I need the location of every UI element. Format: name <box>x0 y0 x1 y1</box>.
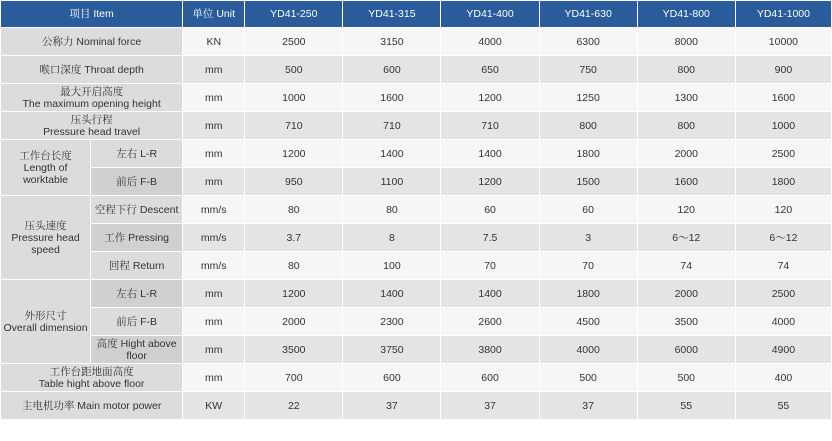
sub-label: 回程 Return <box>91 252 183 280</box>
unit-cell: mm/s <box>183 252 245 280</box>
value-cell: 1800 <box>735 168 831 196</box>
value-cell: 500 <box>539 364 637 392</box>
table-row <box>1 364 832 392</box>
value-cell: 2500 <box>735 140 831 168</box>
header-model: YD41-400 <box>441 1 539 28</box>
row-label: 喉口深度 Throat depth <box>1 56 183 84</box>
value-cell: 2000 <box>245 308 343 336</box>
group-label <box>1 196 91 280</box>
value-cell: 55 <box>735 392 831 420</box>
value-cell: 600 <box>441 364 539 392</box>
value-cell: 3 <box>539 224 637 252</box>
value-cell: 1000 <box>735 112 831 140</box>
value-cell: 100 <box>343 252 441 280</box>
table-row <box>1 392 832 420</box>
value-cell: 1400 <box>343 140 441 168</box>
value-cell: 710 <box>441 112 539 140</box>
value-cell: 1000 <box>245 84 343 112</box>
value-cell: 1200 <box>245 280 343 308</box>
row-label-cn: 最大开启高度 <box>60 85 124 98</box>
sub-label: 左右 L-R <box>91 140 183 168</box>
row-label <box>1 364 183 392</box>
value-cell: 1300 <box>637 84 735 112</box>
value-cell: 55 <box>637 392 735 420</box>
value-cell: 800 <box>539 112 637 140</box>
group-label-en: worktable <box>23 173 69 186</box>
table-row <box>1 224 832 252</box>
value-cell: 3500 <box>245 336 343 364</box>
value-cell: 22 <box>245 392 343 420</box>
table-row <box>1 168 832 196</box>
header-model: YD41-800 <box>637 1 735 28</box>
row-label <box>1 112 183 140</box>
table-row <box>1 56 832 84</box>
value-cell: 710 <box>343 112 441 140</box>
value-cell: 8 <box>343 224 441 252</box>
value-cell: 1200 <box>441 84 539 112</box>
unit-cell: mm <box>183 280 245 308</box>
table-row <box>1 28 832 56</box>
value-cell: 1250 <box>539 84 637 112</box>
table-row <box>1 336 832 364</box>
value-cell: 2500 <box>735 280 831 308</box>
row-label-en: Table hight above floor <box>38 377 145 390</box>
value-cell: 3500 <box>637 308 735 336</box>
value-cell: 8000 <box>637 28 735 56</box>
group-label-cn: 外形尺寸 <box>24 309 67 322</box>
header-item: 项目 Item <box>1 1 183 28</box>
value-cell: 800 <box>637 56 735 84</box>
value-cell: 3800 <box>441 336 539 364</box>
group-label-en: Pressure head <box>11 231 80 244</box>
unit-cell: mm <box>183 140 245 168</box>
value-cell: 1800 <box>539 140 637 168</box>
value-cell: 60 <box>539 196 637 224</box>
value-cell: 650 <box>441 56 539 84</box>
value-cell: 60 <box>441 196 539 224</box>
row-label-en: The maximum opening height <box>22 97 161 110</box>
group-label-en: Length of <box>23 161 68 174</box>
value-cell: 4900 <box>735 336 831 364</box>
sub-label: 左右 L-R <box>91 280 183 308</box>
group-label-en: Overall dimension <box>3 321 88 334</box>
value-cell: 1600 <box>735 84 831 112</box>
sub-label: 前后 F-B <box>91 168 183 196</box>
row-label: 公称力 Nominal force <box>1 28 183 56</box>
value-cell: 4000 <box>539 336 637 364</box>
value-cell: 1100 <box>343 168 441 196</box>
value-cell: 6～12 <box>735 224 831 252</box>
value-cell: 3.7 <box>245 224 343 252</box>
header-model: YD41-315 <box>343 1 441 28</box>
unit-cell: mm <box>183 308 245 336</box>
value-cell: 1600 <box>343 84 441 112</box>
value-cell: 400 <box>735 364 831 392</box>
value-cell: 1400 <box>343 280 441 308</box>
header-model: YD41-250 <box>245 1 343 28</box>
value-cell: 2500 <box>245 28 343 56</box>
row-label-cn: 压头行程 <box>70 113 113 126</box>
value-cell: 37 <box>343 392 441 420</box>
value-cell: 1200 <box>245 140 343 168</box>
unit-cell: KW <box>183 392 245 420</box>
header-unit: 单位 Unit <box>183 1 245 28</box>
value-cell: 7.5 <box>441 224 539 252</box>
value-cell: 120 <box>735 196 831 224</box>
unit-cell: mm <box>183 364 245 392</box>
sub-label <box>91 336 183 364</box>
value-cell: 80 <box>245 252 343 280</box>
value-cell: 6000 <box>637 336 735 364</box>
value-cell: 710 <box>245 112 343 140</box>
value-cell: 500 <box>637 364 735 392</box>
value-cell: 70 <box>539 252 637 280</box>
group-label <box>1 140 91 196</box>
group-label-en: speed <box>31 243 60 256</box>
value-cell: 4000 <box>441 28 539 56</box>
header-model: YD41-630 <box>539 1 637 28</box>
value-cell: 2000 <box>637 280 735 308</box>
sub-label-line: 高度 Hight above <box>96 337 177 350</box>
unit-cell: mm/s <box>183 196 245 224</box>
group-label-cn: 压头速度 <box>24 219 67 232</box>
value-cell: 1600 <box>637 168 735 196</box>
value-cell: 1800 <box>539 280 637 308</box>
value-cell: 120 <box>637 196 735 224</box>
row-label <box>1 84 183 112</box>
value-cell: 80 <box>343 196 441 224</box>
value-cell: 80 <box>245 196 343 224</box>
header-model: YD41-1000 <box>735 1 831 28</box>
value-cell: 1400 <box>441 280 539 308</box>
sub-label: 工作 Pressing <box>91 224 183 252</box>
row-label-cn: 工作台距地面高度 <box>49 365 134 378</box>
table-row <box>1 280 832 308</box>
table-header <box>1 1 832 28</box>
unit-cell: mm <box>183 112 245 140</box>
value-cell: 500 <box>245 56 343 84</box>
value-cell: 2300 <box>343 308 441 336</box>
value-cell: 6300 <box>539 28 637 56</box>
unit-cell: mm <box>183 56 245 84</box>
value-cell: 750 <box>539 56 637 84</box>
table-row <box>1 308 832 336</box>
value-cell: 950 <box>245 168 343 196</box>
value-cell: 2000 <box>637 140 735 168</box>
value-cell: 3750 <box>343 336 441 364</box>
value-cell: 10000 <box>735 28 831 56</box>
row-label-en: Pressure head travel <box>43 125 141 138</box>
unit-cell: mm/s <box>183 224 245 252</box>
table-row <box>1 84 832 112</box>
value-cell: 3150 <box>343 28 441 56</box>
value-cell: 800 <box>637 112 735 140</box>
sub-label: 前后 F-B <box>91 308 183 336</box>
value-cell: 6～12 <box>637 224 735 252</box>
unit-cell: mm <box>183 84 245 112</box>
value-cell: 600 <box>343 364 441 392</box>
sub-label-line: floor <box>126 349 147 362</box>
table-row <box>1 112 832 140</box>
table-row <box>1 196 832 224</box>
value-cell: 74 <box>735 252 831 280</box>
table-row <box>1 140 832 168</box>
unit-cell: mm <box>183 168 245 196</box>
value-cell: 37 <box>539 392 637 420</box>
sub-label: 空程下行 Descent <box>91 196 183 224</box>
group-label-cn: 工作台长度 <box>19 149 72 162</box>
row-label: 主电机功率 Main motor power <box>1 392 183 420</box>
value-cell: 1500 <box>539 168 637 196</box>
table-row <box>1 252 832 280</box>
value-cell: 4500 <box>539 308 637 336</box>
value-cell: 74 <box>637 252 735 280</box>
group-label <box>1 280 91 364</box>
value-cell: 70 <box>441 252 539 280</box>
value-cell: 1400 <box>441 140 539 168</box>
value-cell: 1200 <box>441 168 539 196</box>
value-cell: 2600 <box>441 308 539 336</box>
unit-cell: KN <box>183 28 245 56</box>
value-cell: 37 <box>441 392 539 420</box>
value-cell: 600 <box>343 56 441 84</box>
value-cell: 4000 <box>735 308 831 336</box>
unit-cell: mm <box>183 336 245 364</box>
value-cell: 900 <box>735 56 831 84</box>
value-cell: 700 <box>245 364 343 392</box>
